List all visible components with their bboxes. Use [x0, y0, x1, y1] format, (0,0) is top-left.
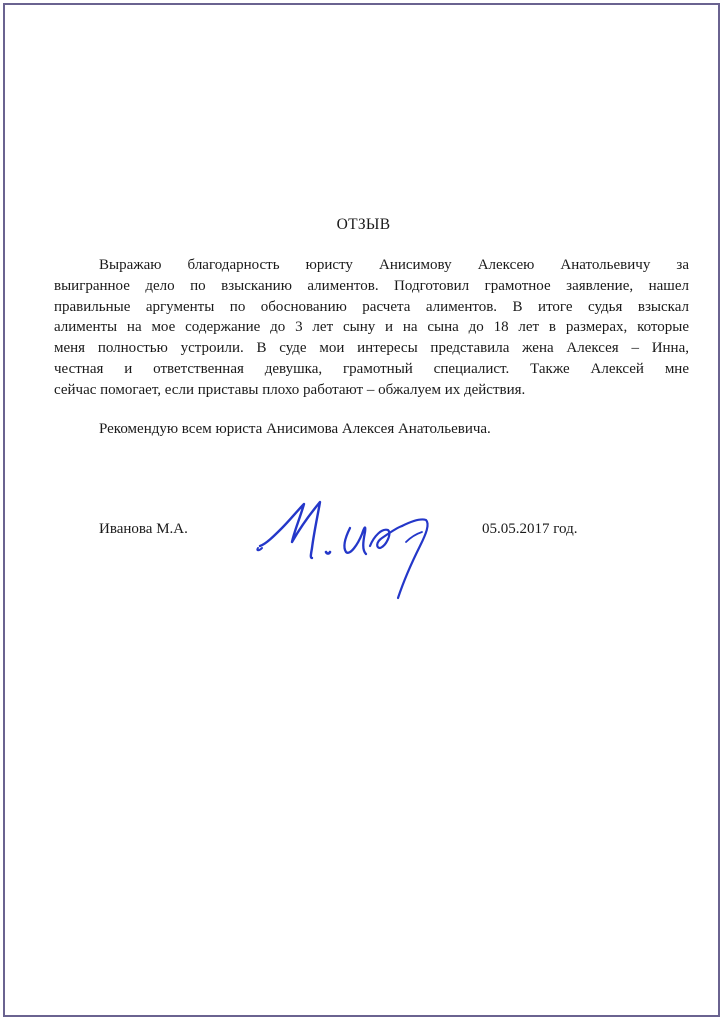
paragraph-line: правильные аргументы по обоснованию расчета алиментов. В итоге судья взыскал [54, 298, 689, 315]
signature-stroke [260, 502, 320, 558]
paragraph-gratitude [54, 255, 689, 401]
paragraph-line: сейчас помогает, если приставы плохо работают – обжалуем их действия. [54, 381, 526, 398]
signature-stroke [344, 528, 366, 554]
paragraph-line: алименты на мое содержание до 3 лет сыну и на сына до 18 лет в размерах, которые [54, 319, 689, 336]
signature-stroke [370, 526, 402, 548]
signer-name: Иванова М.А. [99, 521, 188, 537]
paragraph-line: честная и ответственная девушка, грамотный специалист. Также Алексей мне [54, 360, 689, 377]
paragraph-line: меня полностью устроили. В суде мои интересы представила жена Алексея – Инна, [54, 340, 689, 357]
paragraph-line: Выражаю благодарность юристу Анисимову Алексею Анатольевичу за [99, 257, 689, 273]
signature-stroke [398, 519, 428, 598]
signature-stroke [326, 552, 330, 554]
paragraph-line: выигранное дело по взысканию алиментов. Подготовил грамотное заявление, нашел [54, 277, 689, 294]
signature-stroke [257, 548, 262, 550]
document-title: ОТЗЫВ [336, 216, 391, 233]
signature-date: 05.05.2017 год. [482, 521, 578, 537]
handwritten-signature [250, 488, 445, 606]
paragraph-recommendation: Рекомендую всем юриста Анисимова Алексея Анатольевича. [99, 421, 491, 437]
signature-stroke [406, 532, 422, 542]
